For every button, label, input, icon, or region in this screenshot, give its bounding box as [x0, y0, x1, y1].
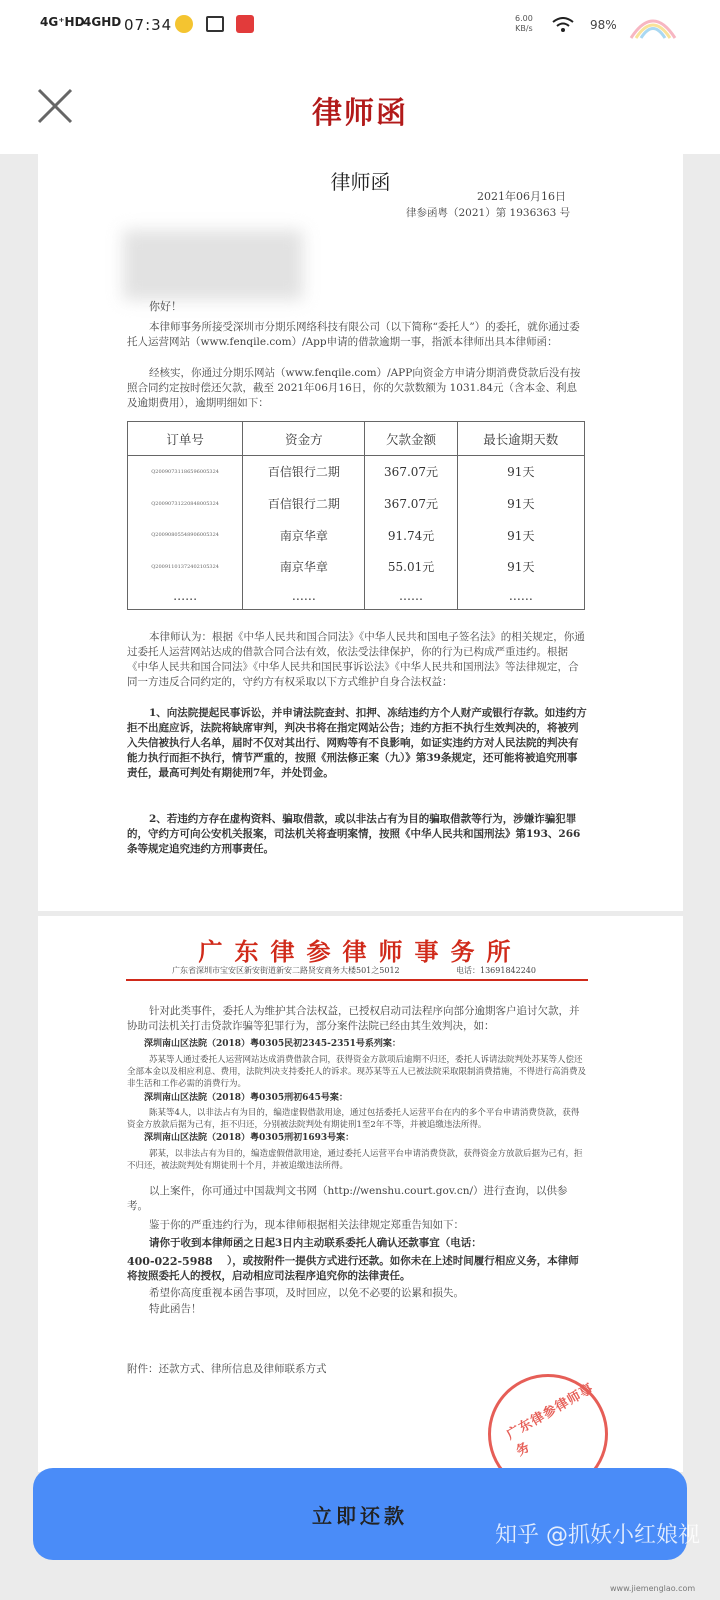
table-header-row: [128, 422, 585, 456]
law-firm-name: 广东律参律师事务所: [198, 937, 523, 966]
status-bar: [0, 0, 720, 52]
paragraph-3: 本律师认为：根据《中华人民共和国合同法》《中华人民共和国电子签名法》的相关规定，你通过委托人运营网站达成的借款合同合法有效，依法受法律保护，你的行为已构成严重违约。根据《中华人民共和国合同法》《中华人民共和国民事诉讼法》《中华人民共和国刑法》等法律规定，合同一方违反合同约定的，守约方有权采取以下方式维护自身合法权益：: [127, 631, 585, 688]
letter-reference: 律参函粤（2021）第 1936363 号: [406, 207, 571, 219]
greeting: 你好！: [149, 300, 182, 313]
header-funder: 资金方: [243, 422, 365, 456]
amount: 367.07元: [365, 488, 457, 520]
close-icon[interactable]: [36, 87, 74, 125]
header-overdue-days: 最长逾期天数: [457, 422, 584, 456]
overdue-table: [127, 421, 585, 610]
funder: 百信银行二期: [243, 488, 365, 520]
p2-paragraph-7: 特此函告！: [149, 1303, 202, 1315]
calendar-icon: [206, 16, 224, 32]
speed-unit: KB/s: [515, 24, 533, 33]
funder: 南京华章: [243, 520, 365, 552]
law-firm-address: 广东省深圳市宝安区新安街道新安二路贤安商务大楼501之5012: [172, 966, 400, 975]
paragraph-4: 1、向法院提起民事诉讼，并申请法院查封、扣押、冻结违约方个人财产或银行存款。如违约方拒不出庭应诉，法院将缺席审判，判决书将在指定网站公告；违约方拒不执行生效判决的，将被列入失信被执行人名单，届时不仅对其出行、网购等有不良影响，如证实违约方对人民法院的判决有能力执行而拒不执行，情节严重的，按照《刑法修正案（九）》第39条规定，还可能将被追究刑事责任，最高可判处有期徒刑7年，并处罚金。: [127, 707, 587, 779]
p2-paragraph-6: 希望你高度重视本函告事项，及时回应，以免不必要的讼累和损失。: [149, 1287, 464, 1299]
overdue-days: 91天: [457, 488, 584, 520]
letter-date: 2021年06月16日: [477, 190, 566, 203]
paragraph-5: 2、若违约方存在虚构资料、骗取借款，或以非法占有为目的骗取借款等行为，涉嫌诈骗犯罪的，守约方可向公安机关报案，司法机关将查明案情，按照《中华人民共和国刑法》第193、266条等规定追究违约方刑事责任。: [127, 813, 581, 855]
table-row: [128, 551, 585, 583]
table-row: [128, 520, 585, 552]
header-amount: 欠款金额: [365, 422, 457, 456]
page-title: 律师函: [312, 96, 408, 131]
app-notification-icon: [236, 15, 254, 33]
overdue-days: ……: [457, 583, 584, 610]
table-row: [128, 583, 585, 610]
paragraph-2: 经核实，你通过分期乐网站（www.fenqile.com）/APP向资金方申请分期消费贷款后没有按照合同约定按时偿还欠款，截至 2021年06月16日，你的欠款数额为 1031.84元（含本金、利息及逾期费用），逾期明细如下：: [127, 367, 581, 409]
p2-paragraph-3: 鉴于你的严重违约行为，现本律师根据相关法律规定郑重告知如下：: [149, 1219, 464, 1231]
law-firm-phone: 电话：13691842240: [456, 966, 536, 975]
paragraph-1: 本律师事务所接受深圳市分期乐网络科技有限公司（以下简称“委托人”）的委托，就你通过委托人运营网站（www.fenqile.com）/App申请的借款逾期一事，指派本律师出具本律师函：: [127, 321, 580, 348]
app-header: [0, 52, 720, 154]
letter-page-2: [38, 916, 683, 1472]
order-id: Q20090731186596005324: [128, 456, 243, 488]
case-2-title: 深圳南山区法院（2018）粤0305刑初645号案：: [144, 1093, 348, 1103]
overdue-days: 91天: [457, 456, 584, 488]
order-id: Q20090805548906005324: [128, 520, 243, 552]
funder: 南京华章: [243, 551, 365, 583]
header-divider: [126, 979, 588, 981]
letter-page-1: [38, 154, 683, 911]
case-3-title: 深圳南山区法院（2018）粤0305刑初1693号案：: [144, 1133, 355, 1143]
table-row: [128, 456, 585, 488]
seal-text: 广东律参律师事务: [504, 1381, 597, 1460]
amount: 367.07元: [365, 456, 457, 488]
letter-title: 律师函: [330, 170, 391, 194]
order-id: ……: [128, 583, 243, 610]
contact-phone: 400-022-5988: [127, 1255, 213, 1268]
pay-now-button[interactable]: 立即还款: [33, 1468, 687, 1560]
p2-paragraph-1: 针对此类事件，委托人为维护其合法权益，已授权启动司法程序向部分逾期客户追讨欠款，并协助司法机关打击贷款诈骗等犯罪行为，部分案件法院已经由其生效判决，如：: [127, 1005, 580, 1032]
overdue-days: 91天: [457, 551, 584, 583]
funder: ……: [243, 583, 365, 610]
case-2-body: 陈某等4人，以非法占有为目的，编造虚假借款用途，通过包括委托人运营平台在内的多个平台申请消费贷款，获得资金方放款后据为己有，拒不归还，分别被法院判处有期徒刑1至2年不等，并被追缴违法所得。: [127, 1108, 580, 1130]
amount: 91.74元: [365, 520, 457, 552]
network-indicator-1: 4G⁺HD: [40, 15, 85, 29]
p2-paragraph-4: 请你于收到本律师函之日起3日内主动联系委托人确认还款事宜（电话：: [149, 1237, 482, 1249]
case-1-title: 深圳南山区法院（2018）粤0305民初2345-2351号系列案：: [144, 1039, 401, 1049]
amount: 55.01元: [365, 551, 457, 583]
p2-paragraph-2: 以上案件，你可通过中国裁判文书网（http://wenshu.court.gov.cn/）进行查询，以供参考。: [127, 1185, 568, 1212]
overdue-days: 91天: [457, 520, 584, 552]
rainbow-icon: [628, 10, 678, 40]
network-indicator-2: 4GHD: [83, 15, 122, 29]
order-id: Q20091101372402105324: [128, 551, 243, 583]
amount: ……: [365, 583, 457, 610]
order-id: Q20090731220848005324: [128, 488, 243, 520]
header-order-id: 订单号: [128, 422, 243, 456]
case-3-body: 郭某，以非法占有为目的，编造虚假借款用途，通过委托人运营平台申请消费贷款，获得资金方放款后据为己有，拒不归还，被法院判处有期徒刑十个月，并被追缴违法所得。: [127, 1149, 583, 1171]
table-row: [128, 488, 585, 520]
p2-paragraph-5: ），或按附件一提供方式进行还款。如你未在上述时间履行相应义务，本律师将按照委托人的授权，启动相应司法程序追究你的法律责任。: [127, 1255, 579, 1282]
emoji-icon: [175, 15, 193, 33]
network-speed: [515, 14, 533, 34]
funder: 百信银行二期: [243, 456, 365, 488]
watermark-site: www.jiemenglao.com: [610, 1584, 696, 1593]
redacted-name: [123, 230, 303, 300]
battery-level: 98%: [590, 18, 617, 32]
case-1-body: 苏某等人通过委托人运营网站达成消费借款合同，获得资金方款项后逾期不归还，委托人诉请法院判处苏某等人偿还全部本金以及相应利息、费用，法院判决支持委托人的诉求。现苏某等五人已被法院采取限制消费措施，不得进行高消费及非生活和工作必需的消费行为。: [127, 1055, 587, 1089]
watermark-text: 知乎 @抓妖小红娘视: [495, 1523, 700, 1548]
attachment-note: 附件：还款方式、律所信息及律师联系方式: [127, 1363, 327, 1375]
speed-value: 6.00: [515, 14, 533, 23]
wifi-icon: [552, 17, 574, 33]
clock: 07:34: [124, 16, 173, 34]
